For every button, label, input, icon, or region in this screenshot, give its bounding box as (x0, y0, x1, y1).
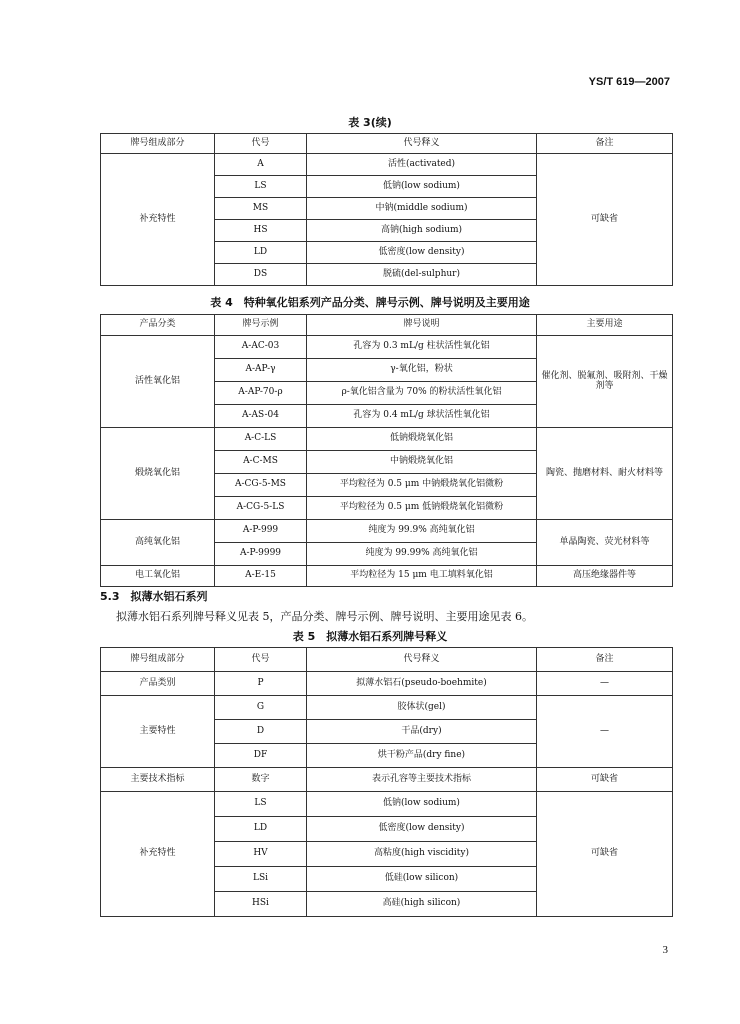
table5-caption: 表 5 拟薄水铝石系列牌号释义 (292, 630, 448, 643)
table5-header-part: 牌号组成部分 (101, 648, 215, 672)
example-cell: A-AP-70-ρ (215, 382, 307, 405)
desc-cell: 平均粒径为 15 μm 电工填料氧化铝 (307, 566, 537, 587)
table3-header-row (101, 134, 673, 154)
meaning-cell: 低钠(low sodium) (307, 176, 537, 198)
desc-cell: 孔容为 0.3 mL/g 柱状活性氧化铝 (307, 336, 537, 359)
example-cell: A-P-9999 (215, 543, 307, 566)
part-cell: 补充特性 (101, 792, 215, 917)
desc-cell: 低钠煅烧氧化铝 (307, 428, 537, 451)
table-row (101, 566, 673, 587)
meaning-cell: 低密度(low density) (307, 817, 537, 842)
section-heading: 5.3 拟薄水铝石系列 (100, 590, 208, 603)
code-cell: A (215, 154, 307, 176)
table4 (100, 314, 673, 587)
meaning-cell: 胶体状(gel) (307, 696, 537, 720)
table-row (101, 792, 673, 817)
use-cell: 陶瓷、抛磨材料、耐火材料等 (537, 428, 673, 520)
table3-header-remark: 备注 (537, 134, 673, 154)
code-cell: G (215, 696, 307, 720)
table-row (101, 428, 673, 451)
code-cell: 数字 (215, 768, 307, 792)
meaning-cell: 脱硫(del-sulphur) (307, 264, 537, 286)
example-cell: A-P-999 (215, 520, 307, 543)
desc-cell: 纯度为 99.9% 高纯氧化铝 (307, 520, 537, 543)
example-cell: A-AP-γ (215, 359, 307, 382)
remark-cell: — (537, 672, 673, 696)
desc-cell: ρ-氧化铝含量为 70% 的粉状活性氧化铝 (307, 382, 537, 405)
meaning-cell: 低硅(low silicon) (307, 867, 537, 892)
code-cell: LD (215, 817, 307, 842)
example-cell: A-CG-5-MS (215, 474, 307, 497)
category-cell: 电工氧化铝 (101, 566, 215, 587)
table5-header-remark: 备注 (537, 648, 673, 672)
example-cell: A-E-15 (215, 566, 307, 587)
table3-header-part: 牌号组成部分 (101, 134, 215, 154)
use-cell: 催化剂、脱氟剂、吸附剂、干燥剂等 (537, 336, 673, 428)
desc-cell: γ-氧化铝，粉状 (307, 359, 537, 382)
category-cell: 活性氧化铝 (101, 336, 215, 428)
meaning-cell: 高硅(high silicon) (307, 892, 537, 917)
meaning-cell: 拟薄水铝石(pseudo-boehmite) (307, 672, 537, 696)
code-cell: LS (215, 176, 307, 198)
table3-header-meaning: 代号释义 (307, 134, 537, 154)
meaning-cell: 高粘度(high viscidity) (307, 842, 537, 867)
example-cell: A-AS-04 (215, 405, 307, 428)
table4-header-example: 牌号示例 (215, 315, 307, 336)
table3 (100, 133, 673, 286)
part-cell: 主要特性 (101, 696, 215, 768)
table5-header-row (101, 648, 673, 672)
part-cell: 产品类别 (101, 672, 215, 696)
table3-remark-cell: 可缺省 (537, 154, 673, 286)
desc-cell: 平均粒径为 0.5 μm 中钠煅烧氧化铝微粉 (307, 474, 537, 497)
table3-group-cell: 补充特性 (101, 154, 215, 286)
code-cell: D (215, 720, 307, 744)
table-row (101, 336, 673, 359)
meaning-cell: 低钠(low sodium) (307, 792, 537, 817)
desc-cell: 孔容为 0.4 mL/g 球状活性氧化铝 (307, 405, 537, 428)
code-cell: P (215, 672, 307, 696)
example-cell: A-AC-03 (215, 336, 307, 359)
page-number: 3 (662, 944, 668, 956)
code-cell: MS (215, 198, 307, 220)
code-cell: LD (215, 242, 307, 264)
meaning-cell: 活性(activated) (307, 154, 537, 176)
table-row (101, 768, 673, 792)
remark-cell: 可缺省 (537, 792, 673, 917)
table3-header-code: 代号 (215, 134, 307, 154)
category-cell: 煅烧氧化铝 (101, 428, 215, 520)
table5 (100, 647, 673, 917)
section-paragraph: 拟薄水铝石系列牌号释义见表 5，产品分类、牌号示例、牌号说明、主要用途见表 6。 (116, 610, 533, 623)
table-row (101, 520, 673, 543)
table5-header-code: 代号 (215, 648, 307, 672)
code-cell: HSi (215, 892, 307, 917)
code-cell: HS (215, 220, 307, 242)
code-cell: DF (215, 744, 307, 768)
category-cell: 高纯氧化铝 (101, 520, 215, 566)
desc-cell: 纯度为 99.99% 高纯氧化铝 (307, 543, 537, 566)
meaning-cell: 烘干粉产品(dry fine) (307, 744, 537, 768)
part-cell: 主要技术指标 (101, 768, 215, 792)
code-cell: DS (215, 264, 307, 286)
example-cell: A-C-MS (215, 451, 307, 474)
table-row (101, 672, 673, 696)
table-row (101, 154, 673, 176)
meaning-cell: 中钠(middle sodium) (307, 198, 537, 220)
code-cell: HV (215, 842, 307, 867)
meaning-cell: 低密度(low density) (307, 242, 537, 264)
desc-cell: 中钠煅烧氧化铝 (307, 451, 537, 474)
remark-cell: — (537, 696, 673, 768)
example-cell: A-C-LS (215, 428, 307, 451)
table4-header-row (101, 315, 673, 336)
table5-header-meaning: 代号释义 (307, 648, 537, 672)
standard-code: YS/T 619—2007 (588, 76, 670, 88)
example-cell: A-CG-5-LS (215, 497, 307, 520)
table3-caption: 表 3(续) (348, 116, 392, 129)
table4-header-use: 主要用途 (537, 315, 673, 336)
meaning-cell: 干品(dry) (307, 720, 537, 744)
meaning-cell: 表示孔容等主要技术指标 (307, 768, 537, 792)
table-row (101, 696, 673, 720)
desc-cell: 平均粒径为 0.5 μm 低钠煅烧氧化铝微粉 (307, 497, 537, 520)
table4-header-desc: 牌号说明 (307, 315, 537, 336)
code-cell: LS (215, 792, 307, 817)
use-cell: 高压绝缘器件等 (537, 566, 673, 587)
meaning-cell: 高钠(high sodium) (307, 220, 537, 242)
remark-cell: 可缺省 (537, 768, 673, 792)
code-cell: LSi (215, 867, 307, 892)
table4-caption: 表 4 特种氧化铝系列产品分类、牌号示例、牌号说明及主要用途 (210, 296, 530, 309)
use-cell: 单晶陶瓷、荧光材料等 (537, 520, 673, 566)
table4-header-category: 产品分类 (101, 315, 215, 336)
